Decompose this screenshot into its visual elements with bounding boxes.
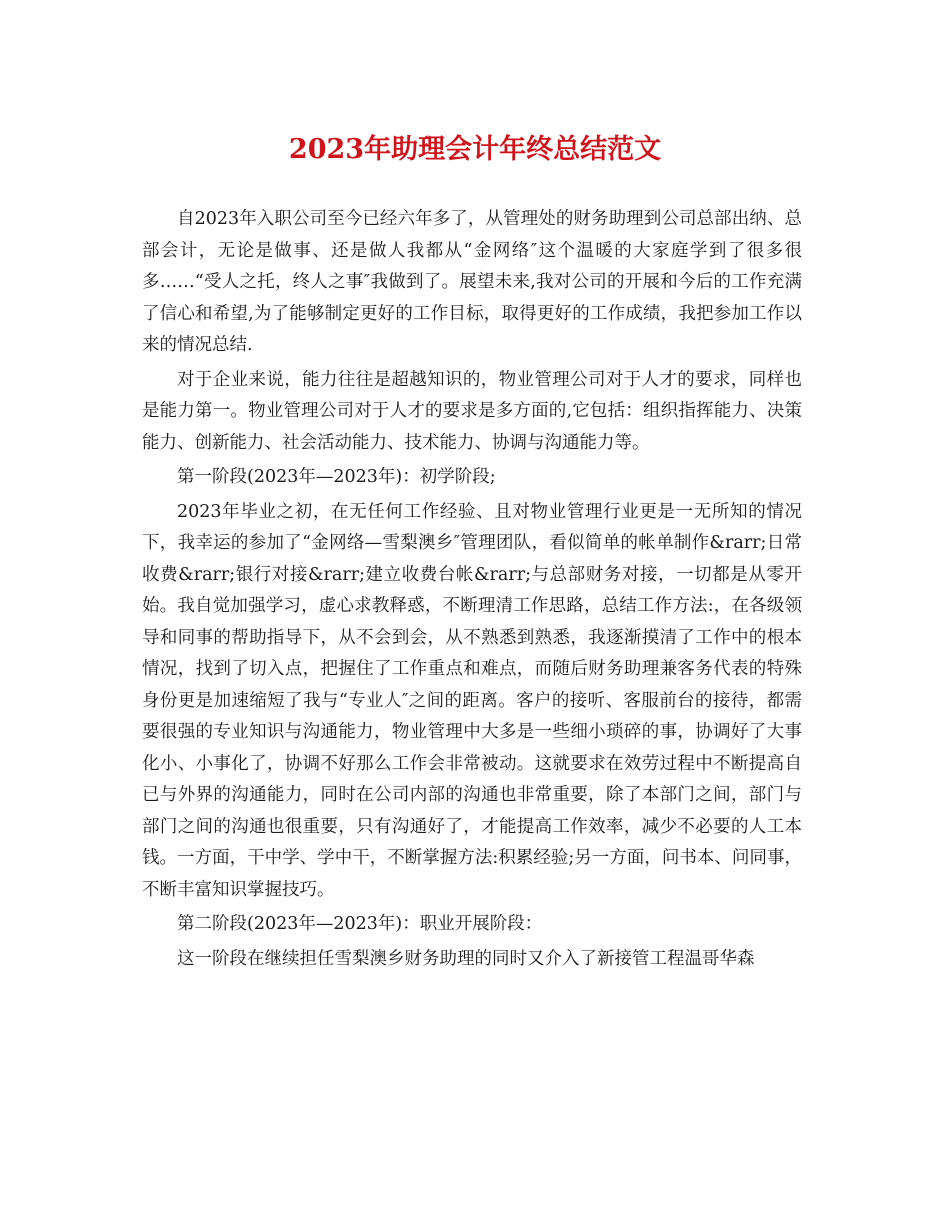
paragraph-stage-one: 2023年毕业之初，在无任何工作经验、且对物业管理行业更是一无所知的情况下，我幸运的参加了“金网络—雪梨澳乡″管理团队，看似简单的帐单制作&rarr;日常收费&rarr;银行对接&rarr;建立收费台帐&rarr;与总部财务对接，一切都是从零开始。我自觉加强学习，虚心求教释惑，不断理清工作思路，总结工作方法:，在各级领导和同事的帮助指导下，从不会到会，从不熟悉到熟悉，我逐渐摸清了工作中的根本情况，找到了切入点，把握住了工作重点和难点，而随后财务助理兼客务代表的特殊身份更是加速缩短了我与“专业人″之间的距离。客户的接听、客服前台的接待，都需要很强的专业知识与沟通能力，物业管理中大多是一些细小琐碎的事，协调好了大事化小、小事化了，协调不好那么工作会非常被动。这就要求在效劳过程中不断提高自已与外界的沟通能力，同时在公司内部的沟通也非常重要，除了本部门之间，部门与部门之间的沟通也很重要，只有沟通好了，才能提高工作效率，减少不必要的人工本钱。一方面，干中学、学中干，不断掌握方法:积累经验;另一方面，问书本、问同事，不断丰富知识掌握技巧。 (142, 501, 802, 900)
paragraph-ability: 对于企业来说，能力往往是超越知识的，物业管理公司对于人才的要求，同样也是能力第一。物业管理公司对于人才的要求是多方面的,它包括：组织指挥能力、决策能力、创新能力、社会活动能力、技术能力、协调与沟通能力等。 (142, 369, 802, 453)
section-heading-stage-one: 第一阶段(2023年—2023年)：初学阶段; (177, 467, 496, 487)
document-title: 2023年助理会计年终总结范文 (288, 134, 662, 165)
paragraph-intro: 自2023年入职公司至今已经六年多了，从管理处的财务助理到公司总部出纳、总部会计，无论是做事、还是做人我都从“金网络″这个温暖的大家庭学到了很多很多……“受人之托，终人之事″我做到了。展望未来,我对公司的开展和今后的工作充满了信心和希望,为了能够制定更好的工作目标，取得更好的工作成绩，我把参加工作以来的情况总结. (142, 209, 802, 355)
section-heading-stage-two: 第二阶段(2023年—2023年)：职业开展阶段： (177, 914, 543, 934)
paragraph-stage-two: 这一阶段在继续担任雪梨澳乡财务助理的同时又介入了新接管工程温哥华森 (177, 948, 755, 969)
document-body (142, 204, 802, 975)
